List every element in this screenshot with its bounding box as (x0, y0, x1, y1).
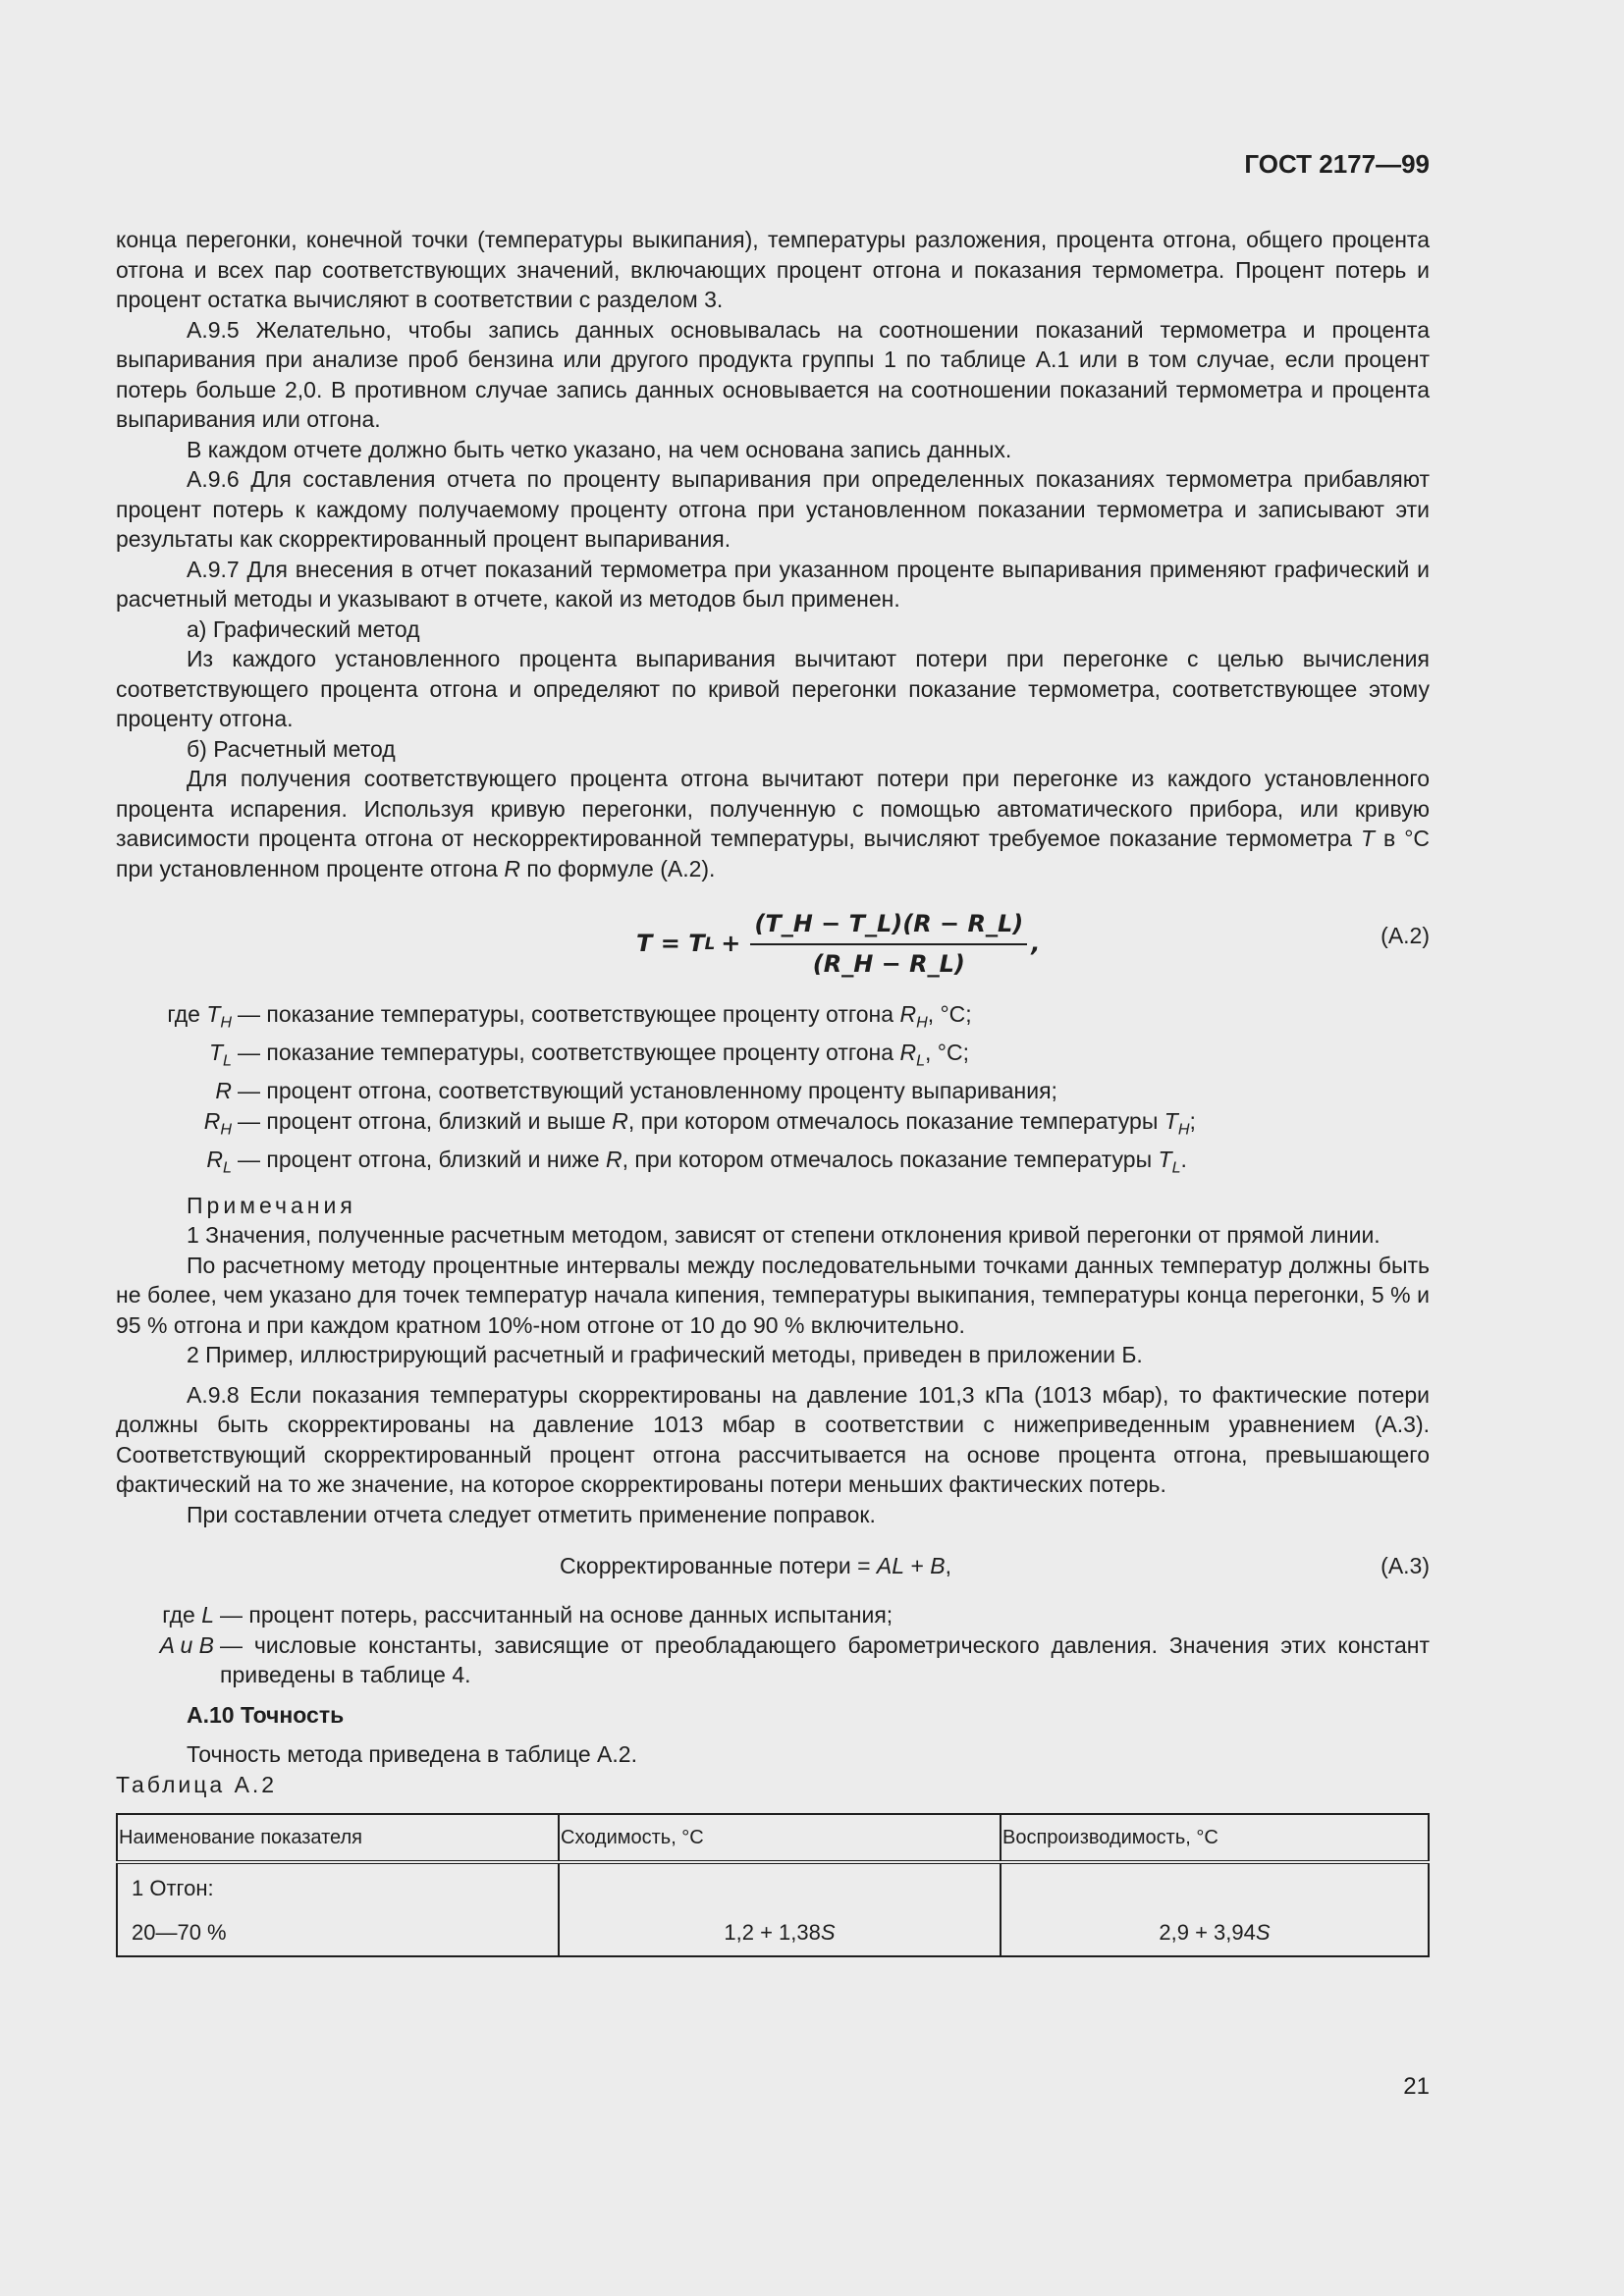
table-header-reproducibility: Воспроизводимость, °С (1001, 1814, 1429, 1862)
paragraph: При составлении отчета следует отметить применение поправок. (187, 1501, 876, 1527)
formula-a3-row (116, 1539, 1430, 1592)
definition-l: где L — процент потерь, рассчитанный на основе данных испытания; (162, 1602, 893, 1629)
definition-r: R — процент отгона, соответствующий установленному проценту выпаривания; (215, 1078, 1057, 1104)
paragraph: Из каждого установленного процента выпаривания вычитают потери при перегонке с целью вычисления соответствующего процента отгона и определяют по кривой перегонки показание термометра, соответствующее этому проценту отгона. (116, 646, 1430, 731)
table-cell: 1 Отгон: (117, 1862, 559, 1910)
symbol-r: R (504, 855, 520, 881)
formula-numerator: (T_H − T_L)(R − R_L) (750, 909, 1027, 945)
formula-a2-definitions (116, 999, 1430, 1183)
table-row (117, 1910, 1429, 1957)
formula-denominator: (R_H − R_L) (812, 949, 965, 978)
paragraph-a97: А.9.7 Для внесения в отчет показаний термометра при указанном проценте выпаривания применяют графический и расчетный методы и указывают в отчете, какой из методов был применен. (116, 556, 1430, 612)
notes-title: Примечания (187, 1192, 356, 1218)
formula-a2-row (116, 895, 1430, 993)
paragraph-a95: А.9.5 Желательно, чтобы запись данных основывалась на соотношении показаний термометра и процента выпаривания при анализе проб бензина или другого продукта группы 1 по таблице А.1 или в том случае, если процент потерь больше 2,0. В противном случае запись данных основывается на соотношении показаний термометра и процента выпаривания или отгона. (116, 316, 1430, 432)
note-1: 1 Значения, полученные расчетным методом, зависят от степени отклонения кривой перегонки от прямой линии. (187, 1222, 1380, 1249)
formula-a3: Скорректированные потери = AL + B, (560, 1553, 952, 1579)
method-heading-calc: б) Расчетный метод (187, 735, 396, 762)
body-text (116, 225, 1430, 1957)
paragraph-a96: А.9.6 Для составления отчета по проценту выпаривания при определенных показаниях термометра прибавляют процент потерь к каждому получаемому проценту отгона при установленном показании термометра и записывают эти результаты как скорректированный процент выпаривания. (116, 466, 1430, 552)
table-header-row (117, 1814, 1429, 1862)
table-cell: 20—70 % (117, 1910, 559, 1957)
paragraph-a98: А.9.8 Если показания температуры скорректированы на давление 101,3 кПа (1013 мбар), то фактические потери должны быть скорректированы на давление 1013 мбар в соответствии с нижеприведенным уравнением (А.3). Соответствующий скорректированный процент отгона рассчитывается на основе процента отгона, превышающего фактический на то же значение, на которое скорректированы потери меньших фактических потерь. (116, 1381, 1430, 1498)
note-1b: По расчетному методу процентные интервалы между последовательными точками данных температур должны быть не более, чем указано для точек температур начала кипения, температуры выкипания, температуры конца перегонки, 5 % и 95 % отгона и при каждом кратном 10%-ном отгоне от 10 до 90 % включительно. (116, 1252, 1430, 1338)
equation-number-a3: (А.3) (1380, 1553, 1430, 1579)
formula-a2: T = T L + $\frac{(T\_H - T\_L)(R - R\_L)}{(R\_H - R\_L)}$ , (636, 910, 1041, 978)
table-cell (1001, 1862, 1429, 1910)
table-cell: 2,9 + 3,94S (1001, 1910, 1429, 1957)
equation-number-a2: (А.2) (1380, 923, 1430, 948)
definition-tl: $T_L$ — показание температуры, соответствующее проценту отгона $R_L$, °С; (208, 1040, 969, 1070)
formula-a2-fraction (750, 909, 1027, 979)
table-header-repeatability: Сходимость, °С (559, 1814, 1001, 1862)
table-header-name: Наименование показателя (117, 1814, 559, 1862)
table-row (117, 1862, 1429, 1910)
method-heading-graphic: а) Графический метод (187, 615, 420, 642)
symbol-t: T (1361, 826, 1376, 851)
document-id-header: ГОСТ 2177—99 (1244, 149, 1430, 179)
table-cell (559, 1862, 1001, 1910)
paragraph: конца перегонки, конечной точки (температуры выкипания), температуры разложения, процента отгона, общего процента отгона и всех пар соответствующих значений, включающих процент отгона и показания термометра. Процент потерь и процент остатка вычисляют в соответствии с разделом 3. (116, 227, 1430, 312)
paragraph-calc: Для получения соответствующего процента отгона вычитают потери при перегонке из каждого установленного процента испарения. Используя кривую перегонки, полученную с помощью автоматического прибора, или кривую зависимости процента отгона от нескорректированной температуры, вычисляют требуемое показание термометра T в °С при установленном проценте отгона R по формуле (А.2). (116, 766, 1431, 881)
precision-table (116, 1813, 1430, 1957)
formula-a3-definitions (116, 1600, 1430, 1690)
paragraph: В каждом отчете должно быть четко указано, на чем основана запись данных. (187, 436, 1012, 462)
definition-rh: $R_H$ — процент отгона, близкий и выше R, при котором отмечалось показание температуры $T_H$; (203, 1107, 1196, 1139)
note-2: 2 Пример, иллюстрирующий расчетный и графический методы, приведен в приложении Б. (187, 1342, 1143, 1368)
definition-th: где $T_H$ — показание температуры, соответствующее проценту отгона $R_H$, °С; (167, 1001, 972, 1032)
definition-rl: $R_L$ — процент отгона, близкий и ниже R, при котором отмечалось показание температуры $T_L$. (206, 1146, 1187, 1177)
table-cell: 1,2 + 1,38S (559, 1910, 1001, 1957)
page-number: 21 (1403, 2073, 1430, 2100)
table-caption: Таблица А.2 (116, 1771, 278, 1797)
section-a10-title: А.10 Точность (187, 1701, 345, 1728)
definition-a-b: A и B — числовые константы, зависящие от преобладающего барометрического давления. Значения этих констант приведены в таблице 4. (159, 1631, 1430, 1688)
section-a10-text: Точность метода приведена в таблице А.2. (187, 1741, 637, 1768)
